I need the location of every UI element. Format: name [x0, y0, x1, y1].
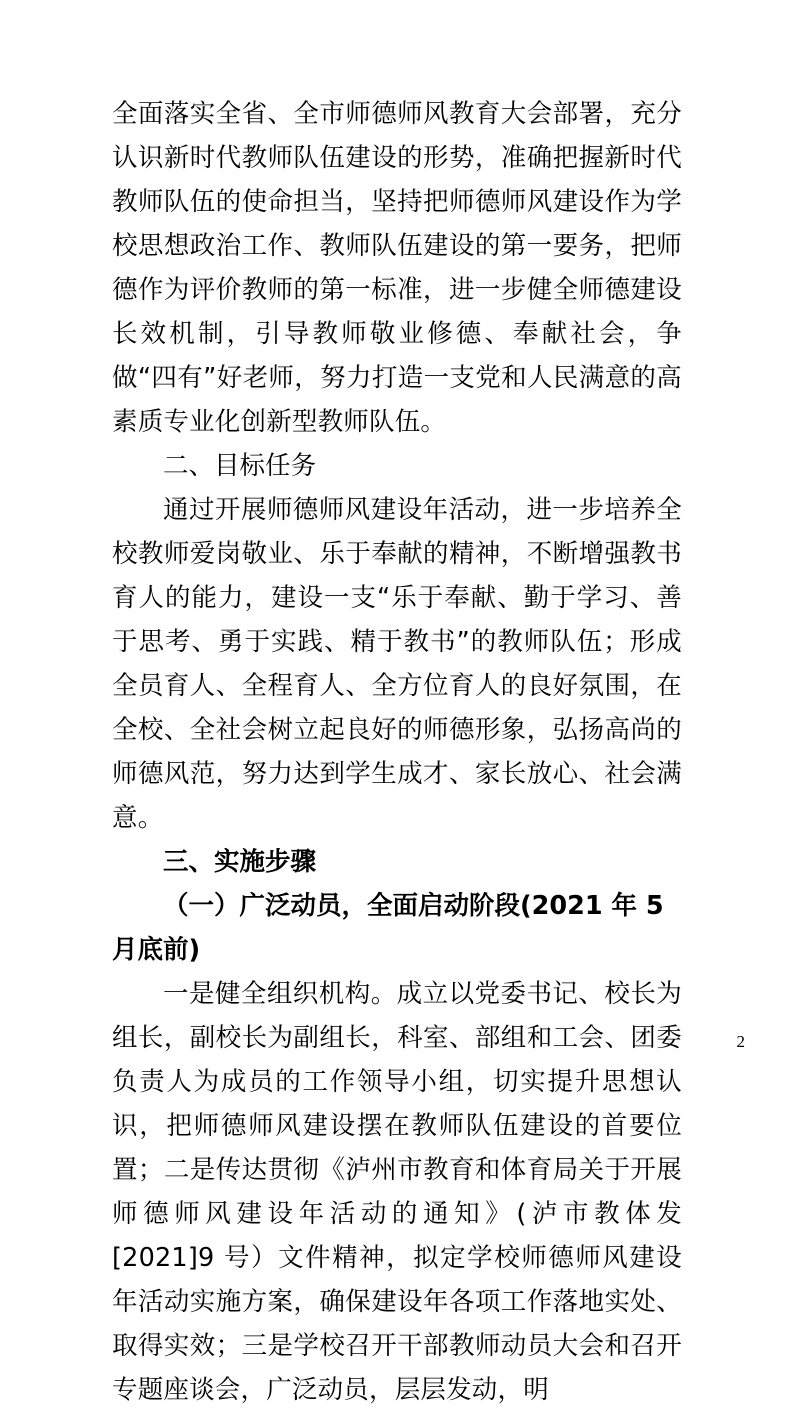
document-body [112, 92, 682, 1412]
paragraph-intro: 全面落实全省、全市师德师风教育大会部署，充分认识新时代教师队伍建设的形势，准确把握新时代教师队伍的使命担当，坚持把师德师风建设作为学校思想政治工作、教师队伍建设的第一要务，把师德作为评价教师的第一标准，进一步健全师德建设长效机制，引导教师敬业修德、奉献社会，争做“四有”好老师，努力打造一支党和人民满意的高素质专业化创新型教师队伍。 [112, 99, 682, 437]
subsection-heading-3-1: （一）广泛动员，全面启动阶段(2021 年 5 月底前) [112, 891, 664, 965]
page-number: 2 [736, 1032, 745, 1051]
section-heading-3: 三、实施步骤 [163, 847, 317, 877]
paragraph-steps: 一是健全组织机构。成立以党委书记、校长为组长，副校长为副组长，科室、部组和工会、团委负责人为成员的工作领导小组，切实提升思想认识，把师德师风建设摆在教师队伍建设的首要位置；二是传达贯彻《泸州市教育和体育局关于开展师德师风建设年活动的通知》(泸市教体发[2021]9 号）文件精神，拟定学校师德师风建设年活动实施方案，确保建设年各项工作落地实处、取得实效；三是学校召开干部教师动员大会和召开专题座谈会，广泛动员，层层发动，明 [112, 979, 682, 1405]
section-heading-2: 二、目标任务 [163, 451, 317, 481]
paragraph-objectives: 通过开展师德师风建设年活动，进一步培养全校教师爱岗敬业、乐于奉献的精神，不断增强教书育人的能力，建设一支“乐于奉献、勤于学习、善于思考、勇于实践、精于教书”的教师队伍；形成全员育人、全程育人、全方位育人的良好氛围，在全校、全社会树立起良好的师德形象，弘扬高尚的师德风范，努力达到学生成才、家长放心、社会满意。 [112, 495, 682, 833]
